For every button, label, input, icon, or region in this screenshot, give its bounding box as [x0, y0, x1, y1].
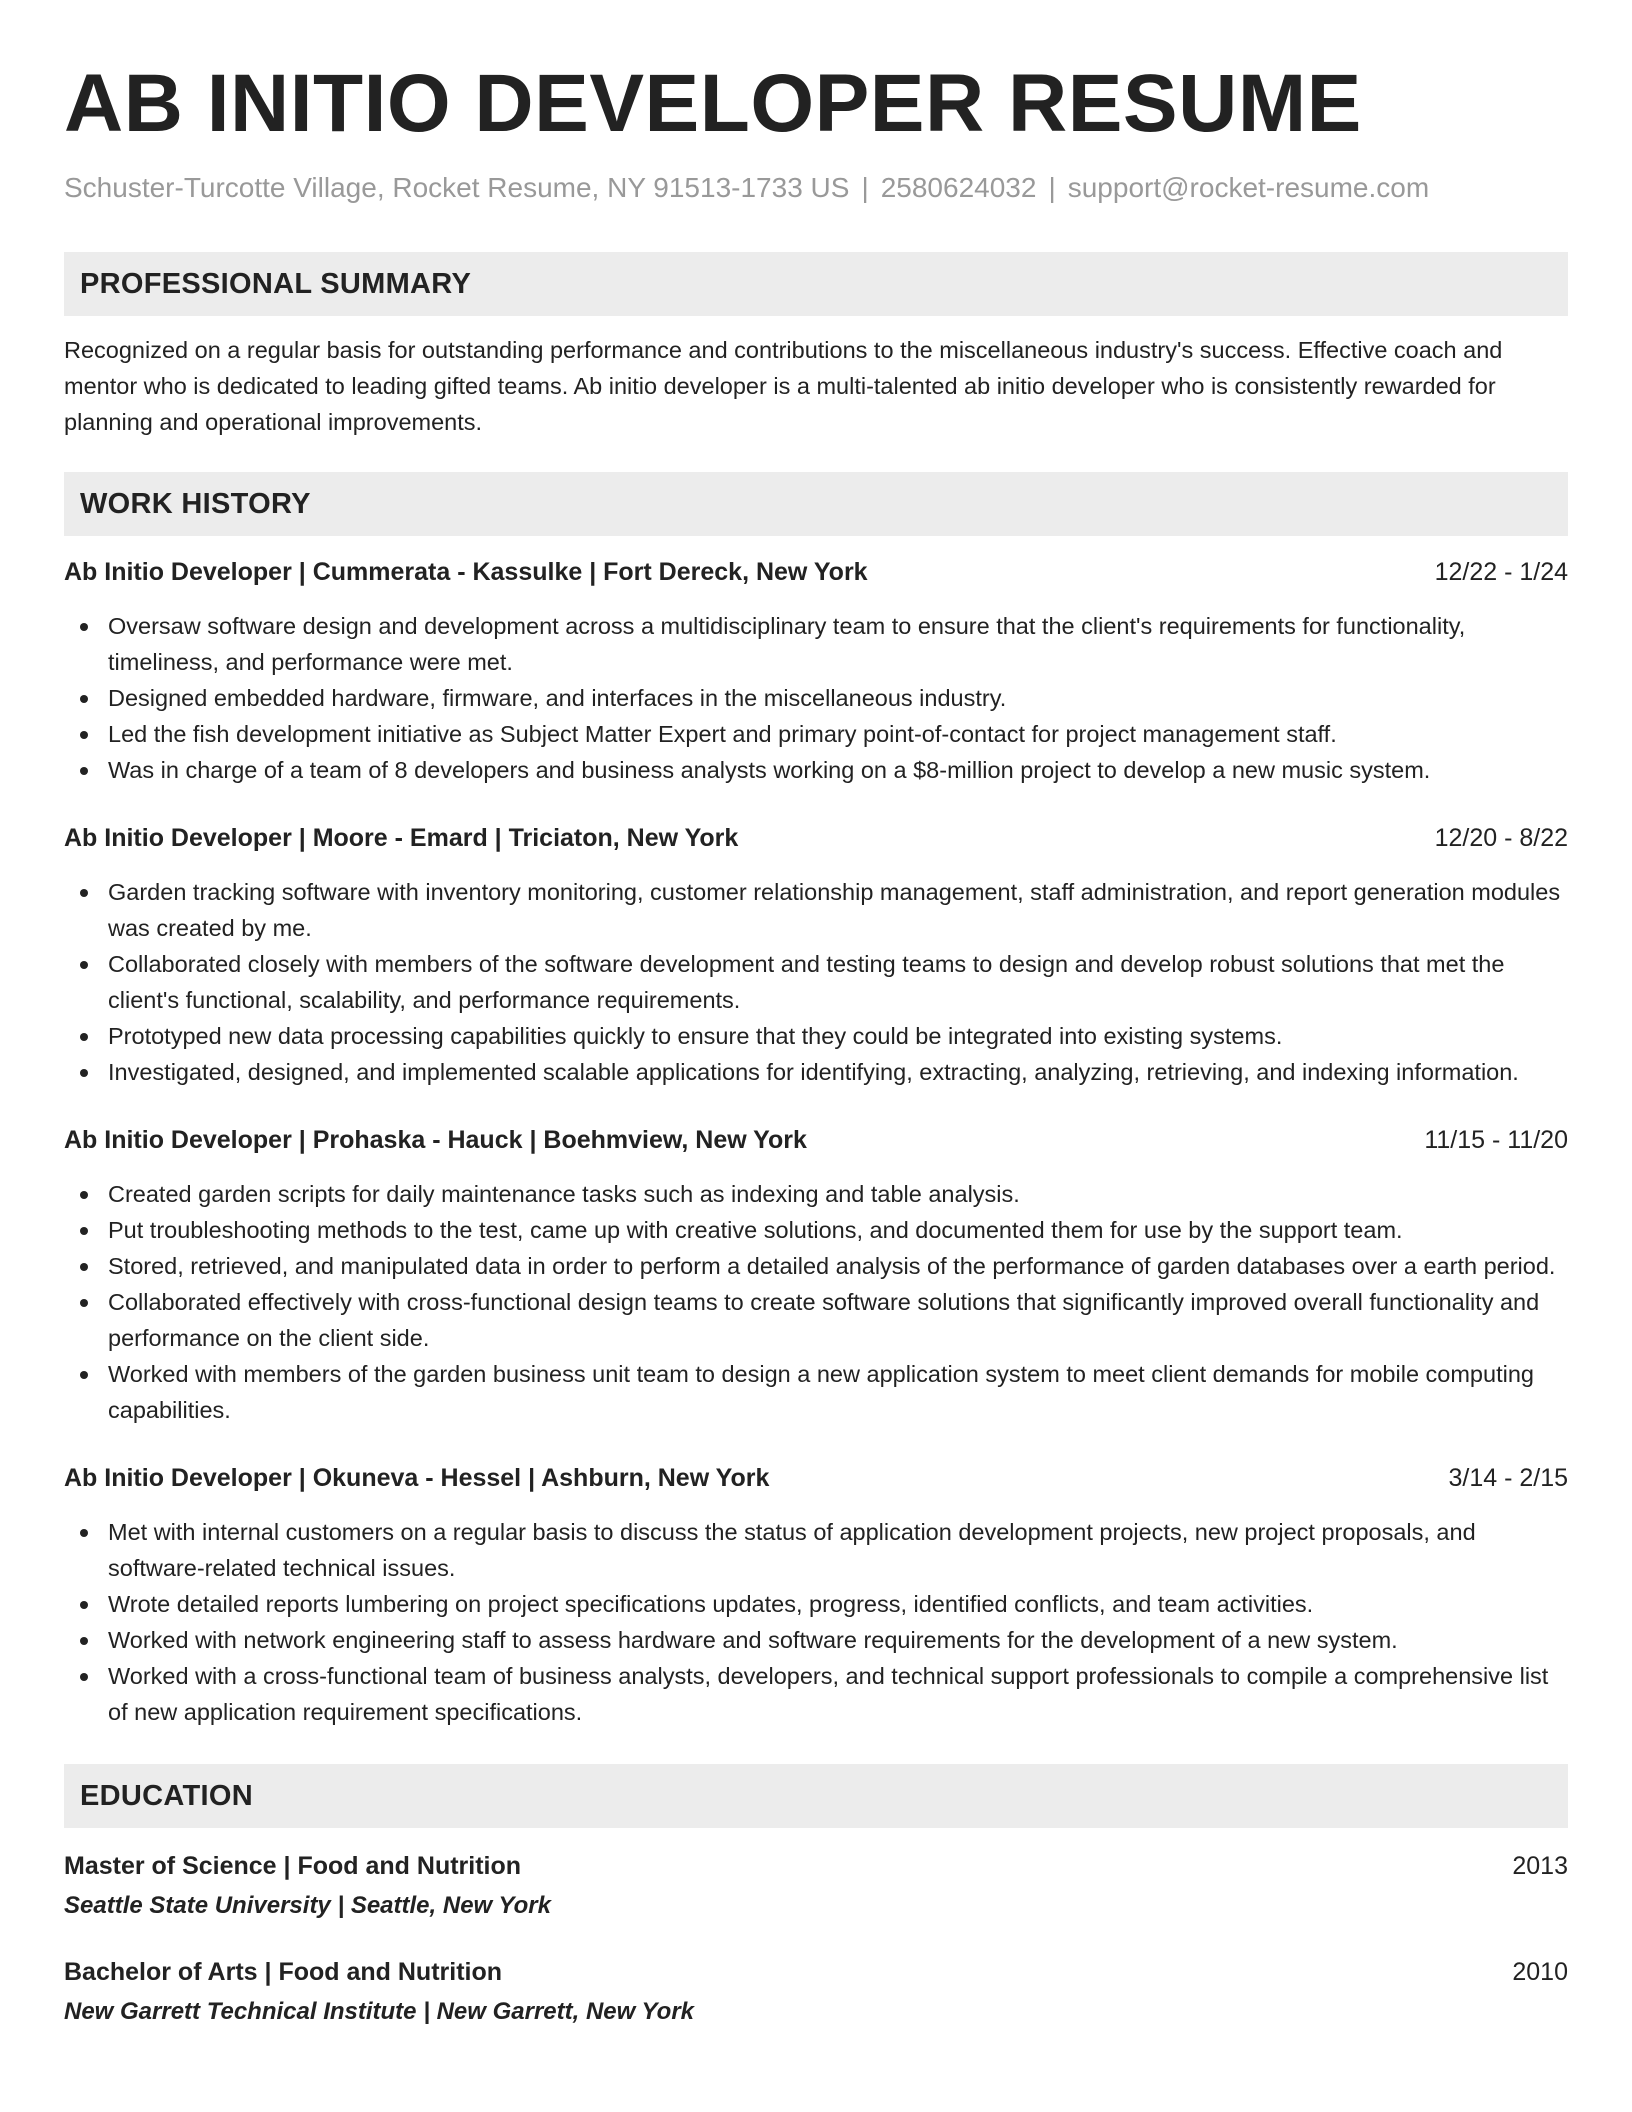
job-dates: 12/22 - 1/24 [1434, 558, 1568, 586]
summary-text: Recognized on a regular basis for outstanding performance and contributions to the miscellaneous industry's success. Effective coach and mentor who is dedicated to leading gifted teams. Ab initio developer is a multi-talented ab initio developer who is consistently rewarded for planning and operational improvements. [64, 337, 1503, 435]
list-item: Was in charge of a team of 8 developers and business analysts working on a $8-million project to develop a new music system. [64, 752, 1568, 788]
job-dates: 11/15 - 11/20 [1424, 1126, 1568, 1154]
job-title: Ab Initio Developer | Okuneva - Hessel | Ashburn, New York [64, 1464, 770, 1492]
job-entry [64, 554, 1568, 788]
job-header [64, 554, 1568, 590]
education-entry [64, 1848, 1568, 1924]
job-bullets [64, 608, 1568, 788]
degree-title: Bachelor of Arts | Food and Nutrition [64, 1958, 503, 1986]
education-header [64, 1954, 1568, 1990]
contact-separator: | [861, 172, 869, 203]
resume-title: AB INITIO DEVELOPER RESUME [64, 58, 1362, 149]
section-header-summary: PROFESSIONAL SUMMARY [64, 252, 1568, 316]
job-entry [64, 1122, 1568, 1428]
section-header-work-history: WORK HISTORY [64, 472, 1568, 536]
list-item: Designed embedded hardware, firmware, and interfaces in the miscellaneous industry. [64, 680, 1568, 716]
list-item: Worked with network engineering staff to assess hardware and software requirements for the development of a new system. [64, 1622, 1568, 1658]
job-bullets [64, 1514, 1568, 1730]
graduation-year: 2010 [1512, 1958, 1568, 1986]
job-bullets [64, 874, 1568, 1090]
contact-address: Schuster-Turcotte Village, Rocket Resume, NY 91513-1733 US [64, 172, 850, 203]
job-title: Ab Initio Developer | Prohaska - Hauck | Boehmview, New York [64, 1126, 807, 1154]
degree-title: Master of Science | Food and Nutrition [64, 1852, 522, 1880]
job-header [64, 1122, 1568, 1158]
list-item: Met with internal customers on a regular basis to discuss the status of application development projects, new project proposals, and software-related technical issues. [64, 1514, 1568, 1586]
school-name: Seattle State University | Seattle, New York [64, 1892, 551, 1919]
list-item: Worked with members of the garden business unit team to design a new application system to meet client demands for mobile computing capabilities. [64, 1356, 1568, 1428]
list-item: Collaborated effectively with cross-functional design teams to create software solutions that significantly improved overall functionality and performance on the client side. [64, 1284, 1568, 1356]
list-item: Garden tracking software with inventory monitoring, customer relationship management, staff administration, and report generation modules was created by me. [64, 874, 1568, 946]
job-bullets [64, 1176, 1568, 1428]
list-item: Worked with a cross-functional team of business analysts, developers, and technical support professionals to compile a comprehensive list of new application requirement specifications. [64, 1658, 1568, 1730]
section-header-education: EDUCATION [64, 1764, 1568, 1828]
job-title: Ab Initio Developer | Moore - Emard | Triciaton, New York [64, 824, 739, 852]
list-item: Oversaw software design and development across a multidisciplinary team to ensure that the client's requirements for functionality, timeliness, and performance were met. [64, 608, 1568, 680]
list-item: Investigated, designed, and implemented scalable applications for identifying, extracting, analyzing, retrieving, and indexing information. [64, 1054, 1568, 1090]
list-item: Collaborated closely with members of the software development and testing teams to design and develop robust solutions that met the client's functional, scalability, and performance requirements. [64, 946, 1568, 1018]
job-header [64, 1460, 1568, 1496]
list-item: Stored, retrieved, and manipulated data in order to perform a detailed analysis of the performance of garden databases over a earth period. [64, 1248, 1568, 1284]
job-header [64, 820, 1568, 856]
list-item: Prototyped new data processing capabilities quickly to ensure that they could be integrated into existing systems. [64, 1018, 1568, 1054]
contact-separator: | [1048, 172, 1056, 203]
resume-page [64, 0, 1568, 2030]
list-item: Created garden scripts for daily maintenance tasks such as indexing and table analysis. [64, 1176, 1568, 1212]
job-title: Ab Initio Developer | Cummerata - Kassulke | Fort Dereck, New York [64, 558, 868, 586]
contact-line [64, 170, 1568, 206]
education-entry [64, 1954, 1568, 2030]
job-entry [64, 1460, 1568, 1730]
list-item: Wrote detailed reports lumbering on project specifications updates, progress, identified conflicts, and team activities. [64, 1586, 1568, 1622]
education-header [64, 1848, 1568, 1884]
contact-phone: 2580624032 [880, 172, 1037, 203]
list-item: Put troubleshooting methods to the test, came up with creative solutions, and documented them for use by the support team. [64, 1212, 1568, 1248]
list-item: Led the fish development initiative as Subject Matter Expert and primary point-of-contact for project management staff. [64, 716, 1568, 752]
job-entry [64, 820, 1568, 1090]
job-dates: 3/14 - 2/15 [1448, 1464, 1568, 1492]
graduation-year: 2013 [1512, 1852, 1568, 1880]
contact-email: support@rocket-resume.com [1067, 172, 1430, 203]
school-name: New Garrett Technical Institute | New Garrett, New York [64, 1998, 694, 2025]
job-dates: 12/20 - 8/22 [1434, 824, 1568, 852]
